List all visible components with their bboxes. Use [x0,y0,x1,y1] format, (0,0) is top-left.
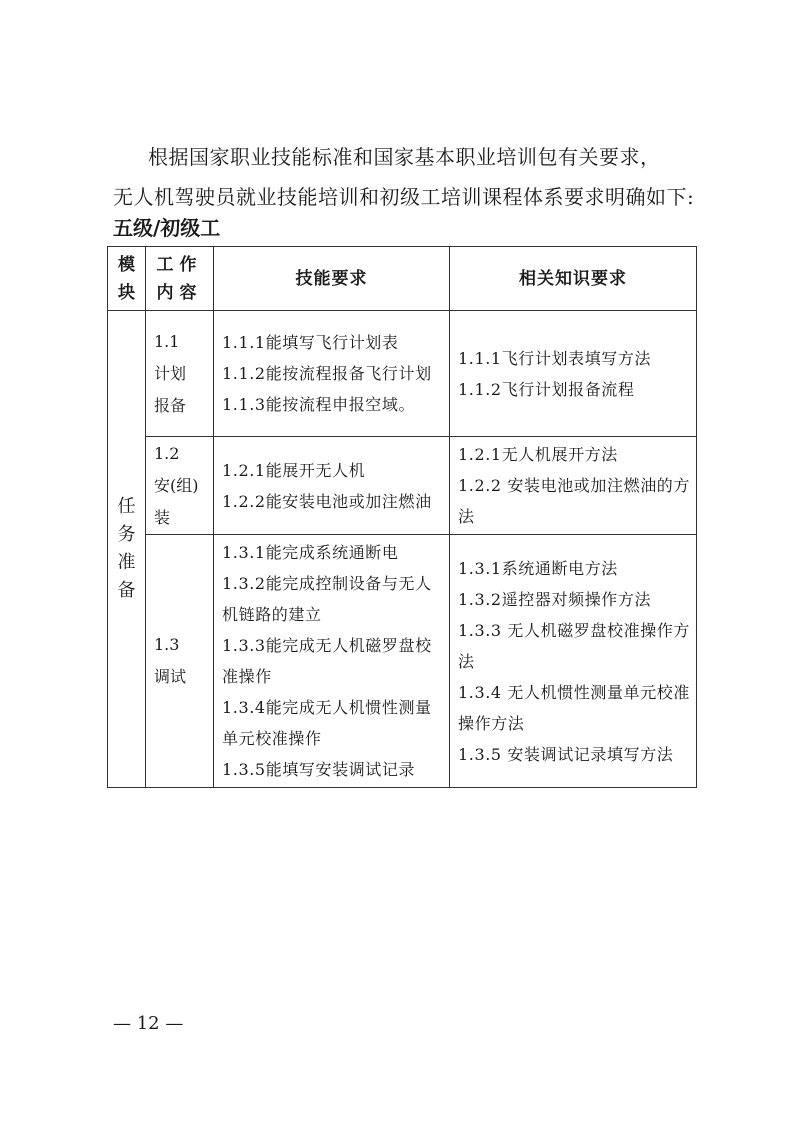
skill-item: 1.3.5能填写安装调试记录 [222,760,416,779]
page-number: — 12 — [113,1013,184,1034]
header-module: 模 块 [108,247,146,311]
table-row [108,437,697,535]
knowledge-item: 1.3.4 无人机惯性测量单元校准操作方法 [458,682,690,733]
knowledge-item: 1.1.1飞行计划表填写方法 [458,348,652,368]
skill-item: 1.3.1能完成系统通断电 [222,543,399,562]
intro-paragraph-line-2: 无人机驾驶员就业技能培训和初级工培训课程体系要求明确如下: [113,185,695,209]
knowledge-cell [450,437,697,535]
knowledge-item: 1.2.1无人机展开方法 [458,445,618,464]
intro-paragraph-line-1: 根据国家职业技能标准和国家基本职业培训包有关要求， [148,145,661,169]
header-work-content: 工作 内容 [146,247,214,311]
skill-item: 1.1.2能按流程报备飞行计划 [222,364,432,383]
module-cell: 任 务 准 备 [108,311,146,788]
work-content-cell: 1.2 安(组) 装 [146,437,214,535]
skills-cell [214,437,450,535]
knowledge-item: 1.3.1系统通断电方法 [458,558,618,578]
table-header-row [108,247,697,311]
knowledge-cell [450,311,697,437]
skill-item: 1.1.3能按流程申报空域。 [222,395,416,414]
header-knowledge: 相关知识要求 [450,247,697,311]
table-row [108,311,697,437]
knowledge-item: 1.3.5 安装调试记录填写方法 [458,744,674,764]
skill-item: 1.3.2能完成控制设备与无人机链路的建立 [222,574,432,624]
knowledge-item: 1.2.2 安装电池或加注燃油的方法 [458,476,690,526]
skills-cell [214,535,450,788]
skill-item: 1.3.3能完成无人机磁罗盘校准操作 [222,636,432,686]
level-heading: 五级/初级工 [113,216,221,240]
table-row [108,535,697,788]
knowledge-item: 1.3.2遥控器对频操作方法 [458,589,652,609]
work-content-cell: 1.1 计划 报备 [146,311,214,437]
knowledge-item: 1.3.3 无人机磁罗盘校准操作方法 [458,620,690,671]
header-skills: 技能要求 [214,247,450,311]
skills-cell [214,311,450,437]
skills-requirements-table [107,246,697,788]
skill-item: 1.2.2能安装电池或加注燃油 [222,491,432,511]
skill-item: 1.3.4能完成无人机惯性测量单元校准操作 [222,698,432,748]
work-content-cell: 1.3 调试 [146,535,214,788]
knowledge-cell [450,535,697,788]
skill-item: 1.1.1能填写飞行计划表 [222,333,399,352]
skill-item: 1.2.1能展开无人机 [222,460,366,480]
knowledge-item: 1.1.2飞行计划报备流程 [458,379,635,399]
